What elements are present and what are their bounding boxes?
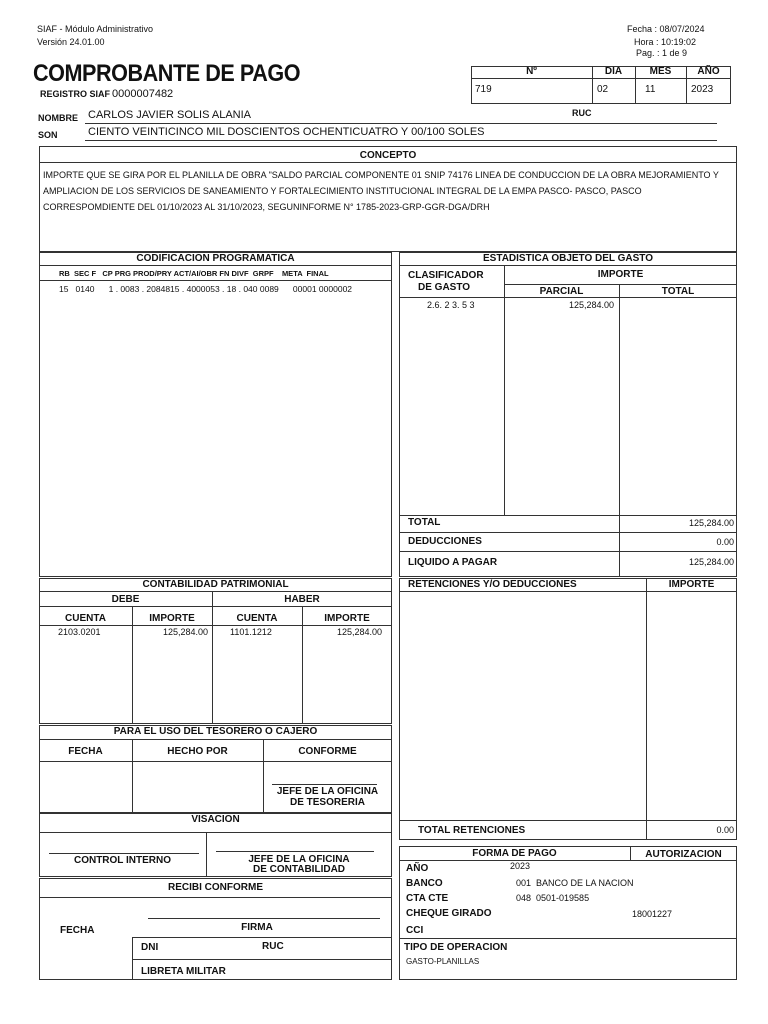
nombre-value: CARLOS JAVIER SOLIS ALANIA: [88, 109, 252, 121]
haber-cuenta-value: 1101.1212: [230, 627, 272, 637]
parcial-header: PARCIAL: [539, 286, 584, 297]
tesorero-title: PARA EL USO DEL TESORERO O CAJERO: [113, 726, 318, 737]
libreta-militar-label: LIBRETA MILITAR: [141, 966, 226, 977]
estadistica-title: ESTADISTICA OBJETO DEL GASTO: [482, 253, 654, 264]
tesorero-fecha-header: FECHA: [68, 746, 103, 757]
numero-value: 719: [475, 84, 492, 95]
total-retenciones-label: TOTAL RETENCIONES: [418, 825, 526, 836]
son-label: SON: [38, 130, 58, 140]
registro-siaf-value: 0000007482: [112, 88, 174, 100]
nombre-label: NOMBRE: [38, 113, 78, 123]
dni-label: DNI: [141, 942, 159, 953]
forma-pago-title: FORMA DE PAGO: [472, 848, 557, 859]
print-date: Fecha : 08/07/2024: [627, 24, 705, 34]
haber-importe-value: 125,284.00: [336, 627, 382, 637]
tipo-operacion-label: TIPO DE OPERACION: [404, 942, 508, 953]
mes-header: MES: [649, 66, 672, 77]
dia-value: 02: [597, 84, 609, 95]
importe-header: IMPORTE: [597, 269, 644, 280]
tipo-operacion-value: GASTO-PLANILLAS: [406, 957, 480, 966]
codificacion-headers: RB SEC F CP PRG PROD/PRY ACT/AI/OBR FN DIVF GRPF META FINAL: [59, 269, 329, 278]
parcial-value: 125,284.00: [568, 300, 614, 310]
total-retenciones-value: 0.00: [716, 825, 734, 835]
banco-value: 001 BANCO DE LA NACION: [516, 878, 634, 888]
forma-anio-value: 2023: [510, 861, 531, 871]
numero-header: Nº: [526, 66, 537, 77]
control-interno-label: CONTROL INTERNO: [73, 855, 172, 866]
document-title: COMPROBANTE DE PAGO: [33, 60, 301, 87]
de-gasto-header: DE GASTO: [418, 282, 471, 293]
anio-value: 2023: [691, 84, 714, 95]
tesorero-conforme-header: CONFORME: [298, 746, 357, 757]
haber-cuenta-header: CUENTA: [236, 613, 278, 624]
cci-label: CCI: [406, 925, 424, 936]
debe-cuenta-value: 2103.0201: [58, 627, 101, 637]
recibi-ruc-label: RUC: [262, 941, 284, 952]
retenciones-box: [399, 578, 737, 840]
system-name: SIAF - Módulo Administrativo: [37, 24, 154, 34]
tesorero-hecho-header: HECHO POR: [167, 746, 228, 757]
recibi-fecha-label: FECHA: [60, 925, 95, 936]
codificacion-row: 15 0140 1 . 0083 . 2084815 . 4000053 . 18 . 040 0089 00001 0000002: [59, 284, 353, 294]
page-number: Pag. : 1 de 9: [636, 48, 688, 58]
debe-importe-value: 125,284.00: [162, 627, 208, 637]
debe-cuenta-header: CUENTA: [65, 613, 106, 624]
autorizacion-header: AUTORIZACION: [645, 849, 722, 860]
system-version: Versión 24.01.00: [37, 37, 105, 47]
liquido-label: LIQUIDO A PAGAR: [408, 557, 498, 568]
concepto-title: CONCEPTO: [359, 150, 417, 161]
dia-header: DIA: [604, 66, 623, 77]
firma-label: FIRMA: [241, 922, 273, 933]
ruc-label: RUC: [572, 108, 592, 118]
debe-importe-header: IMPORTE: [149, 613, 195, 624]
anio-header: AÑO: [697, 66, 720, 77]
debe-header: DEBE: [111, 594, 140, 605]
jefe-tesoreria-line2: DE TESORERIA: [289, 797, 365, 808]
mes-value: 11: [645, 84, 656, 95]
recibi-title: RECIBI CONFORME: [168, 882, 263, 893]
jefe-tesoreria-line1: JEFE DE LA OFICINA: [276, 786, 379, 797]
forma-anio-label: AÑO: [406, 863, 429, 874]
codificacion-title: CODIFICACION PROGRAMATICA: [136, 253, 295, 264]
jefe-contabilidad-line2: DE CONTABILIDAD: [252, 864, 346, 875]
codificacion-box: [39, 252, 392, 577]
total-label: TOTAL: [408, 517, 441, 528]
print-time: Hora : 10:19:02: [634, 37, 697, 47]
haber-header: HABER: [284, 594, 320, 605]
banco-label: BANCO: [406, 878, 443, 889]
clasificador-header: CLASIFICADOR: [408, 270, 484, 281]
son-value: CIENTO VEINTICINCO MIL DOSCIENTOS OCHENTICUATRO Y 00/100 SOLES: [88, 126, 485, 138]
jefe-contabilidad-line1: JEFE DE LA OFICINA: [248, 854, 350, 865]
concepto-text: IMPORTE QUE SE GIRA POR EL PLANILLA DE OBRA "SALDO PARCIAL COMPONENTE 01 SNIP 74176 LINEA DE CONDUCCION DE LA OBRA MEJORAMIENTO Y AMPLIACION DE LOS SERVICIOS DE SANEAMIENTO Y FORTALECIMIENTO INSTITUCIONAL INTEGRAL DE LA EMPA PASCO- PASCO, PASCO CORRESPOMDIENTE DEL 01/10/2023 AL 31/10/2023, SEGUNINFORME N° 1785-2023-GRP-GGR-DGA/DRH: [43, 170, 719, 212]
cheque-label: CHEQUE GIRADO: [406, 908, 492, 919]
haber-importe-header: IMPORTE: [324, 613, 370, 624]
cta-cte-value: 048 0501-019585: [516, 893, 590, 903]
deducciones-value: 0.00: [716, 537, 734, 547]
registro-siaf-label: REGISTRO SIAF: [40, 89, 111, 99]
cta-cte-label: CTA CTE: [406, 893, 449, 904]
total-value: 125,284.00: [688, 518, 734, 528]
contabilidad-title: CONTABILIDAD PATRIMONIAL: [142, 579, 289, 590]
clasificador-value: 2.6. 2 3. 5 3: [427, 300, 475, 310]
visacion-title: VISACION: [191, 814, 240, 825]
deducciones-label: DEDUCCIONES: [408, 536, 482, 547]
cheque-value: 18001227: [632, 909, 673, 919]
retenciones-title: RETENCIONES Y/O DEDUCCIONES: [408, 579, 577, 590]
total-header: TOTAL: [661, 286, 695, 297]
liquido-value: 125,284.00: [688, 557, 734, 567]
retenciones-importe-header: IMPORTE: [668, 579, 715, 590]
